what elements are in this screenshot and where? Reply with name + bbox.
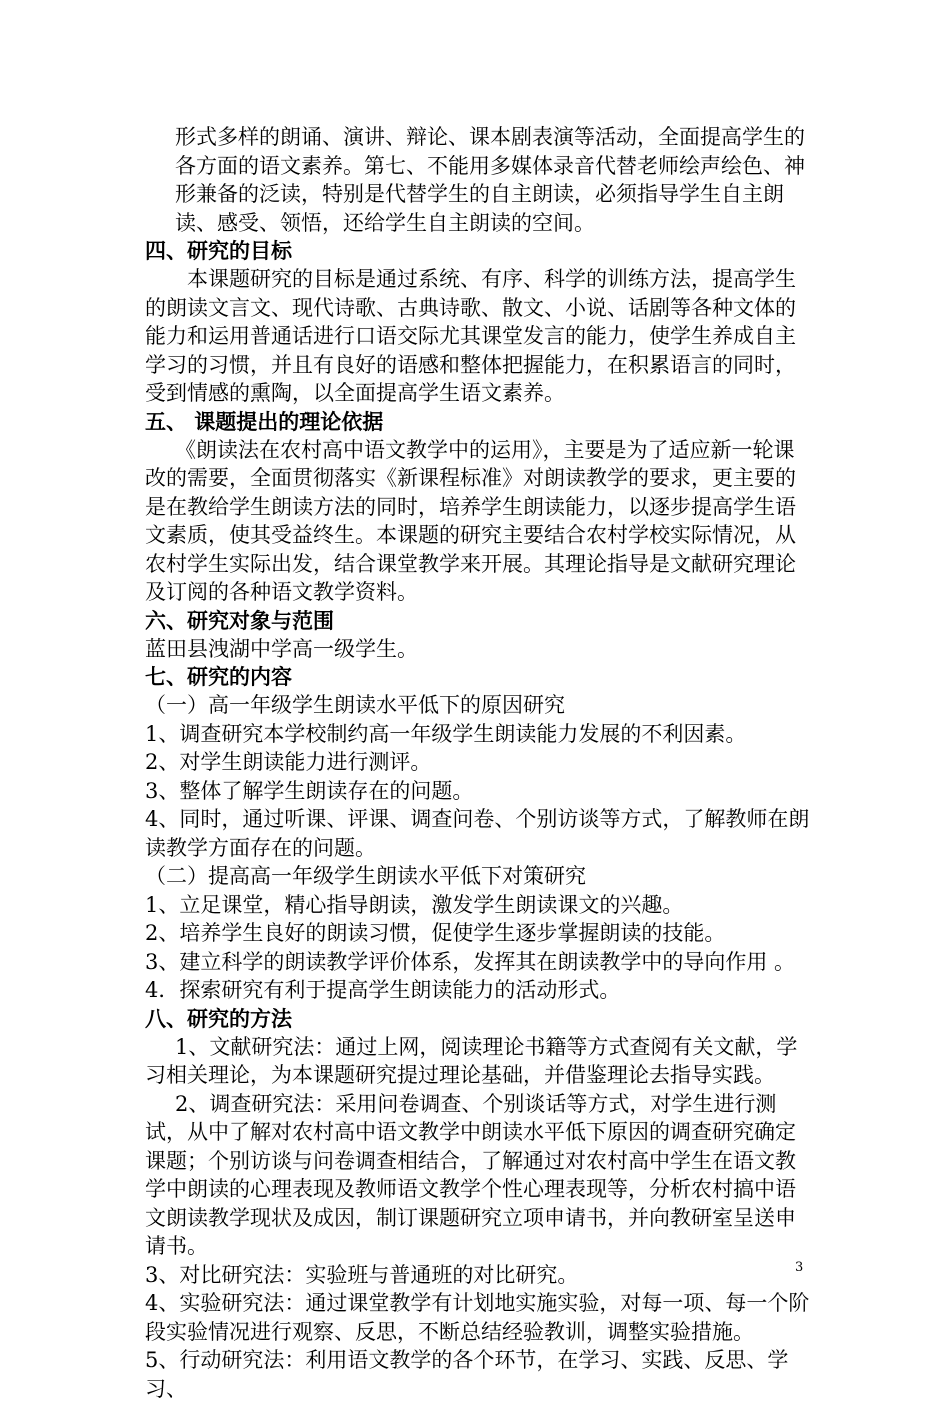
section-7-subheading-1: （一）高一年级学生朗读水平低下的原因研究 [145, 693, 565, 717]
list-item: 2、对学生朗读能力进行测评。 [145, 750, 432, 774]
section-4-heading: 四、研究的目标 [145, 239, 292, 263]
method-2: 2、调查研究法：采用问卷调查、个别谈话等方式，对学生进行测试，从中了解对农村高中语文教学中朗读水平低下原因的调查研究确定课题；个别访谈与问卷调查相结合，了解通过对农村高中学生在语文教学中朗读的心理表现及教师语文教学个性心理表现等，分析农村搞中语文朗读教学现状及成因，制订课题研究立项申请书，并向教研室呈送申请书。 [145, 1091, 796, 1258]
list-item: 1、立足课堂，精心指导朗读，激发学生朗读课文的兴趣。 [145, 892, 684, 917]
section-7-heading: 七、研究的内容 [145, 665, 292, 689]
section-6-body: 蓝田县洩湖中学高一级学生。 [145, 636, 418, 661]
method-4: 4、实验研究法：通过课堂教学有计划地实施实验，对每一项、每一个阶段实验情况进行观察、反思，不断总结经验教训，调整实验措施。 [145, 1291, 810, 1344]
list-item: 3、整体了解学生朗读存在的问题。 [145, 778, 474, 803]
section-7-subheading-2: （二）提高高一年级学生朗读水平低下对策研究 [145, 864, 586, 888]
section-5-body: 《朗读法在农村高中语文教学中的运用》，主要是为了适应新一轮课改的需要，全面贯彻落实《新课程标准》对朗读教学的要求，更主要的是在教给学生朗读方法的同时，培养学生朗读能力，以逐步提高学生语文素质，使其受益终生。本课题的研究主要结合农村学校实际情况，从农村学生实际出发，结合课堂教学来开展。其理论指导是文献研究理论及订阅的各种语文教学资料。 [145, 437, 796, 604]
list-item: 1、调查研究本学校制约高一年级学生朗读能力发展的不利因素。 [145, 721, 747, 746]
section-4-body: 本课题研究的目标是通过系统、有序、科学的训练方法，提高学生的朗读文言文、现代诗歌、古典诗歌、散文、小说、话剧等各种文体的能力和运用普通话进行口语交际尤其课堂发言的能力，使学生养成自主学习的习惯，并且有良好的语感和整体把握能力，在积累语言的同时，受到情感的熏陶，以全面提高学生语文素养。 [145, 267, 796, 405]
list-item: 2、培养学生良好的朗读习惯，促使学生逐步掌握朗读的技能。 [145, 921, 726, 945]
method-5: 5、行动研究法：利用语文教学的各个环节，在学习、实践、反思、学习、 [145, 1348, 789, 1401]
page-number: 3 [795, 1260, 804, 1275]
method-1: 1、文献研究法：通过上网，阅读理论书籍等方式查阅有关文献，学习相关理论，为本课题研究提过理论基础，并借鉴理论去指导实践。 [145, 1034, 798, 1087]
section-5-heading: 五、 课题提出的理论依据 [145, 409, 384, 434]
list-item: 3、建立科学的朗读教学评价体系，发挥其在朗读教学中的导向作用 。 [145, 949, 796, 974]
intro-continuation: 形式多样的朗诵、演讲、辩论、课本剧表演等活动，全面提高学生的各方面的语文素养。第七、不能用多媒体录音代替老师绘声绘色、神形兼备的泛读，特别是代替学生的自主朗读，必须指导学生自主朗读、感受、领悟，还给学生自主朗读的空间。 [175, 125, 805, 235]
list-item: 4．探索研究有利于提高学生朗读能力的活动形式。 [145, 978, 621, 1002]
document-body [145, 123, 810, 1403]
section-6-heading: 六、研究对象与范围 [145, 608, 334, 633]
method-3: 3、对比研究法：实验班与普通班的对比研究。 [145, 1262, 579, 1287]
section-8-heading: 八、研究的方法 [145, 1006, 292, 1031]
list-item: 4、同时，通过听课、评课、调查问卷、个别访谈等方式，了解教师在朗读教学方面存在的问题。 [145, 807, 810, 860]
